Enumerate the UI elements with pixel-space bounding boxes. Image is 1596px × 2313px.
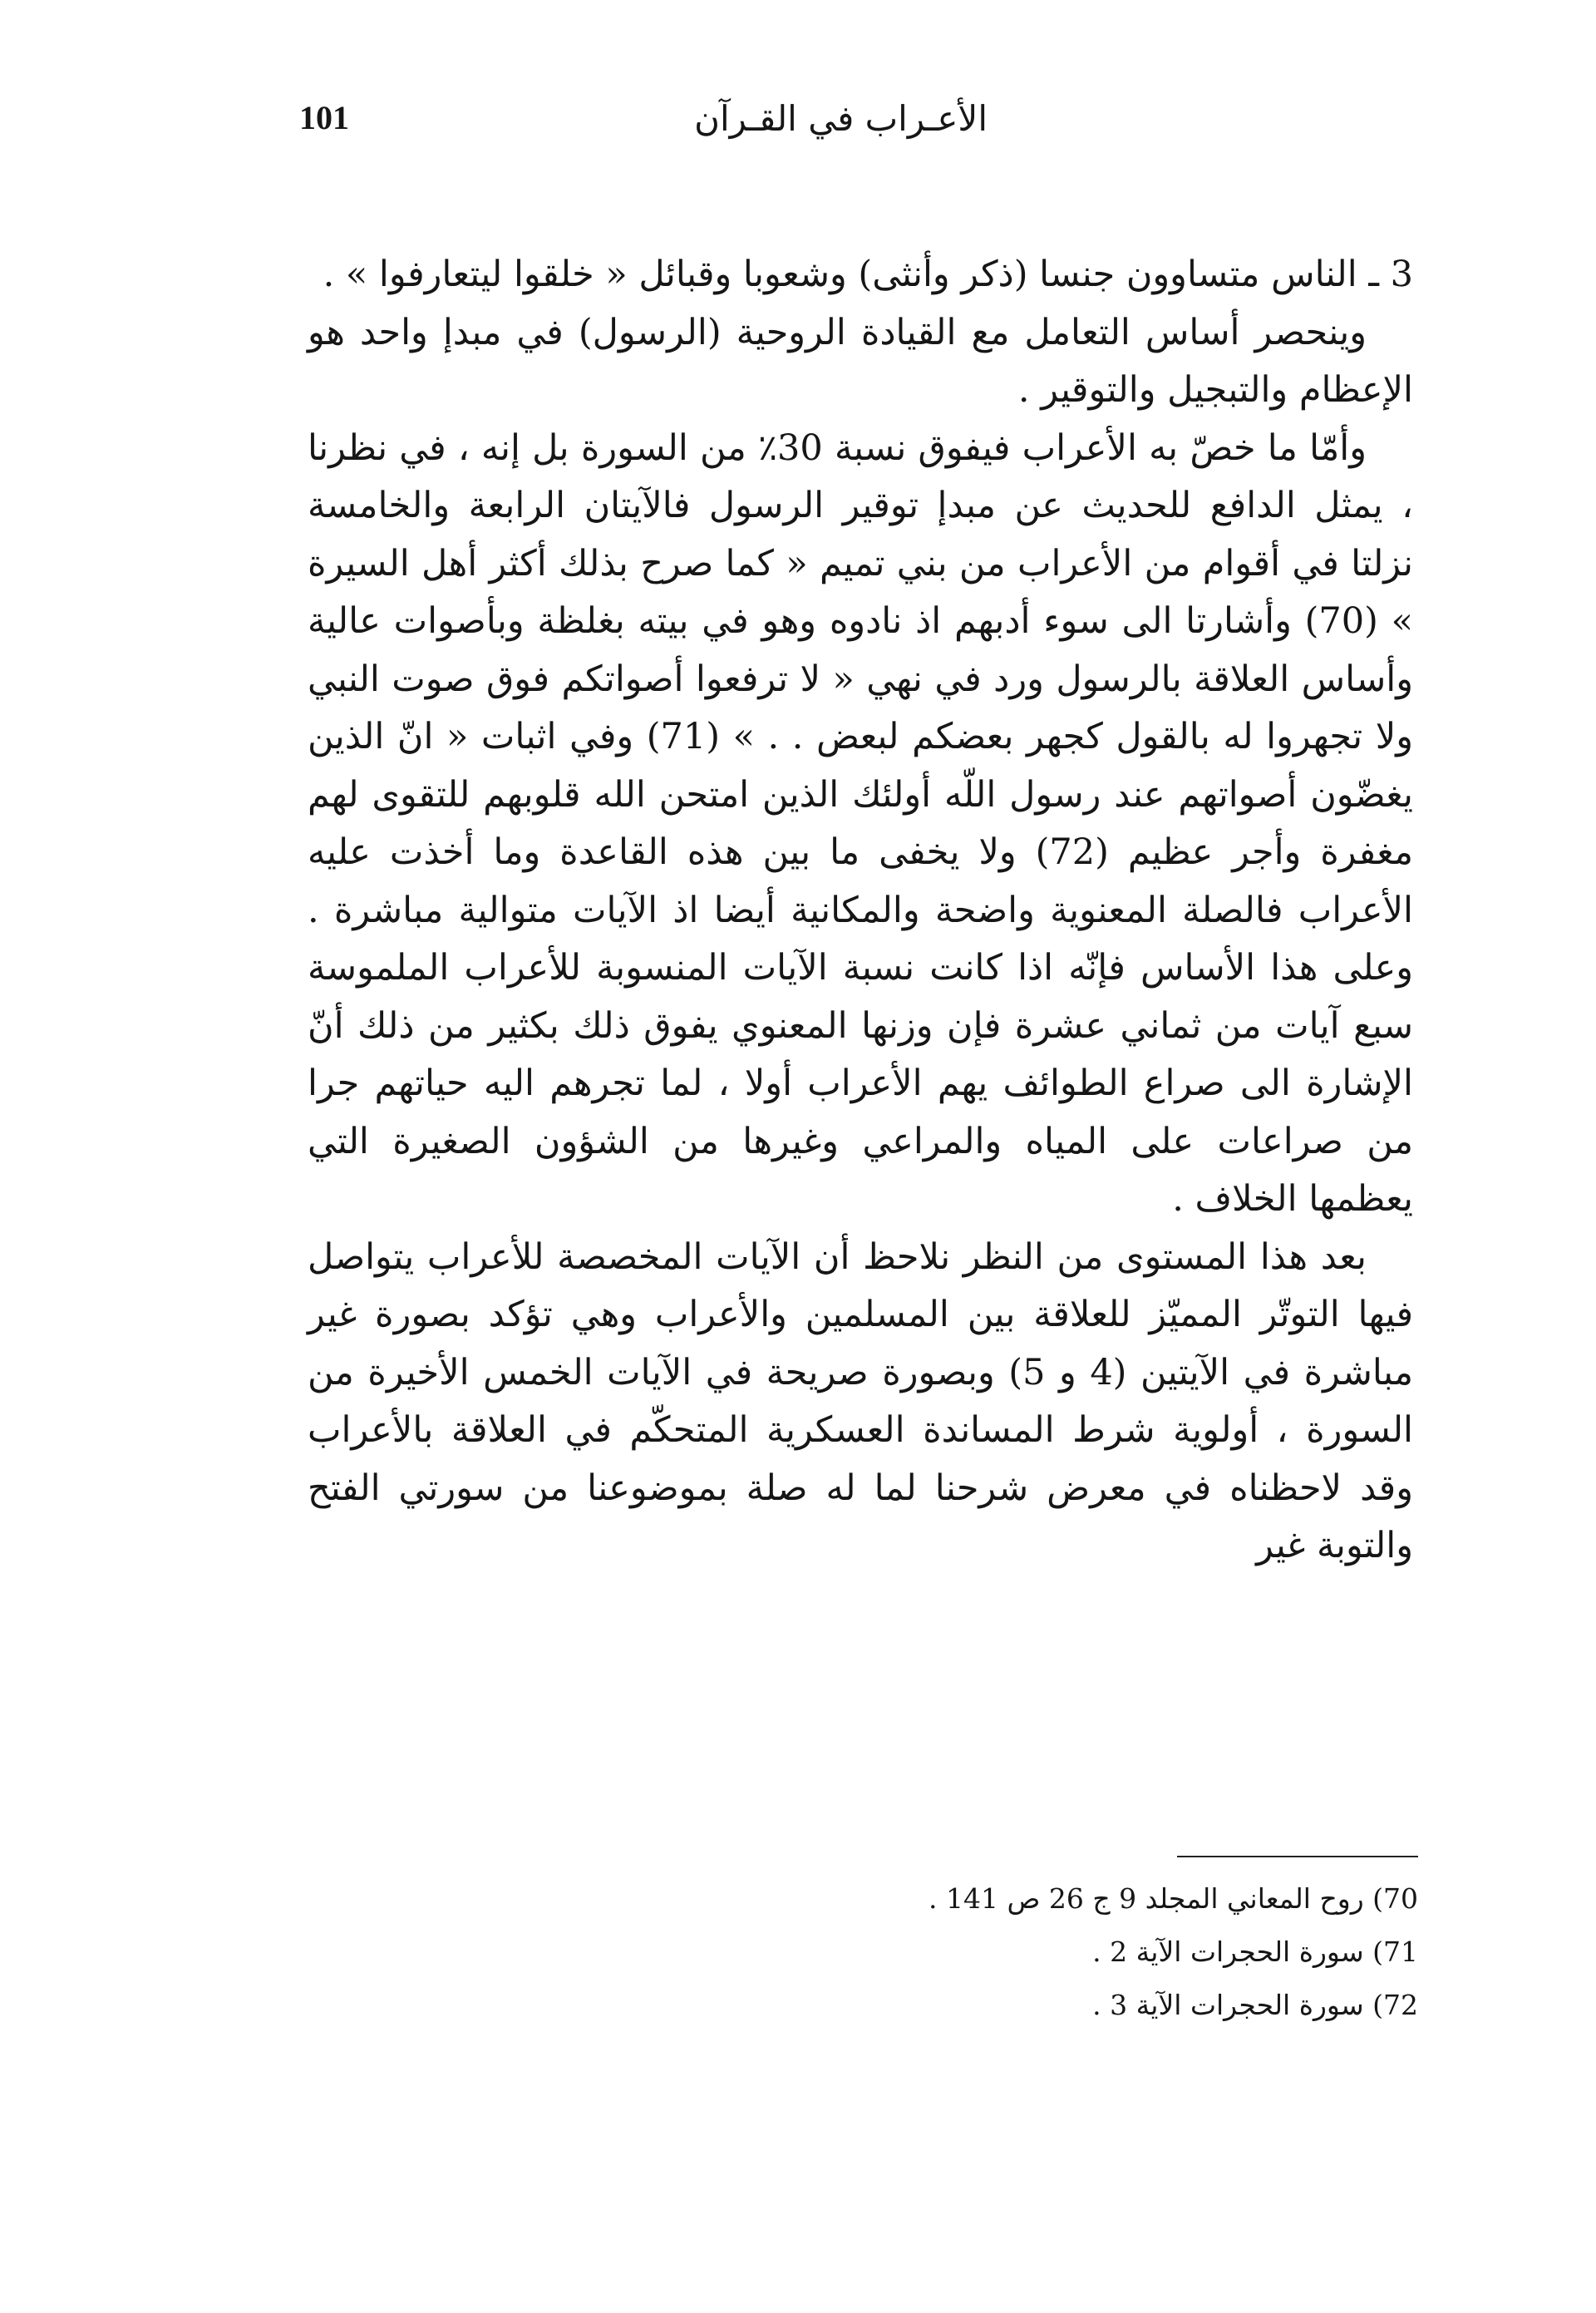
paragraph-prophet-relation: وينحصر أساس التعامل مع القيادة الروحية (الرسول) في مبدإ واحد هو الإعظام والتبجيل والتوقير .: [308, 311, 1413, 411]
paragraph-list-item-3: 3 ـ الناس متساوون جنسا (ذكر وأنثى) وشعوبا وقبائل « خلقوا ليتعارفوا » .: [323, 254, 1413, 295]
footnote-divider: [1177, 1856, 1418, 1857]
footnote-70: 70) روح المعاني المجلد 9 ج 26 ص 141 .: [929, 1882, 1418, 1915]
paragraph-tension: بعد هذا المستوى من النظر نلاحظ أن الآيات المخصصة للأعراب يتواصل فيها التوتّر المميّز للعلاقة بين المسلمين والأعراب وهي تؤكد بصورة غير مباشرة في الآيتين (4 و 5) وبصورة صريحة في الآيات الخمس الأخيرة من السورة ، أولوية شرط المساندة العسكرية المتحكّم في العلاقة بالأعراب وقد لاحظناه في معرض شرحنا لما له صلة بموضوعنا من سورتي الفتح والتوبة غير: [308, 1235, 1413, 1566]
paragraph-bedouins-share: وأمّا ما خصّ به الأعراب فيفوق نسبة 30٪ من السورة بل إنه ، في نظرنا ، يمثل الدافع للحديث عن مبدإ توقير الرسول فالآيتان الرابعة والخامسة نزلتا في أقوام من الأعراب من بني تميم « كما صرح بذلك أكثر أهل السيرة » (70) وأشارتا الى سوء أدبهم اذ نادوه وهو في بيته بغلظة وبأصوات عالية وأساس العلاقة بالرسول ورد في نهي « لا ترفعوا أصواتكم فوق صوت النبي ولا تجهروا له بالقول كجهر بعضكم لبعض . . » (71) وفي اثبات « انّ الذين يغضّون أصواتهم عند رسول اللّه أولئك الذين امتحن الله قلوبهم للتقوى لهم مغفرة وأجر عظيم (72) ولا يخفى ما بين هذه القاعدة وما أخذت عليه الأعراب فالصلة المعنوية واضحة والمكانية أيضا اذ الآيات متوالية مباشرة . وعلى هذا الأساس فإنّه اذا كانت نسبة الآيات المنسوبة للأعراب الملموسة سبع آيات من ثماني عشرة فإن وزنها المعنوي يفوق ذلك بكثير من ذلك أنّ الإشارة الى صراع الطوائف يهم الأعراب أولا ، لما تجرهم اليه حياتهم جرا من صراعات على المياه والمراعي وغيرها من الشؤون الصغيرة التي يعظمها الخلاف .: [308, 427, 1413, 1220]
footnote-71: 71) سورة الحجرات الآية 2 .: [1092, 1936, 1418, 1968]
body-text: [308, 246, 1413, 1576]
footnote-72: 72) سورة الحجرات الآية 3 .: [1092, 1989, 1418, 2021]
footnotes: [313, 1872, 1418, 2032]
running-title: الأعـراب في القـرآن: [694, 98, 988, 139]
page-number: 101: [299, 99, 349, 136]
